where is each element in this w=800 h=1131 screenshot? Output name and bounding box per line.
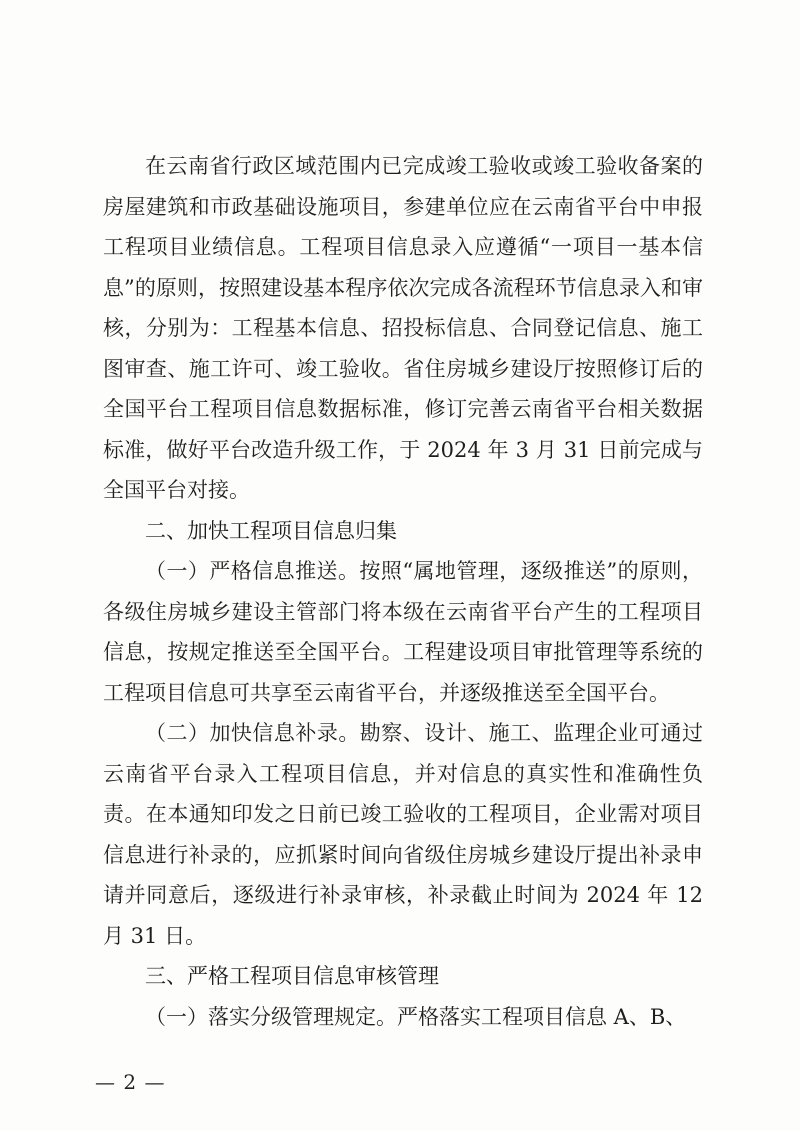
section-heading-3: 三、严格工程项目信息审核管理 — [145, 964, 439, 988]
section-heading-2: 二、加快工程项目信息归集 — [145, 518, 397, 543]
paragraph-3-1: （一）落实分级管理规定。严格落实工程项目信息 A、B、 — [145, 1004, 687, 1029]
document-body — [103, 146, 703, 1037]
paragraph-intro: 在云南省行政区域范围内已完成竣工验收或竣工验收备案的房屋建筑和市政基础设施项目，参建单位应在云南省平台中申报工程项目业绩信息。工程项目信息录入应遵循“一项目一基本信息”的原则，按照建设基本程序依次完成各流程环节信息录入和审核，分别为：工程基本信息、招投标信息、合同登记信息、施工图审查、施工许可、竣工验收。省住房城乡建设厅按照修订后的全国平台工程项目信息数据标准，修订完善云南省平台相关数据标准，做好平台改造升级工作，于 2024 年 3 月 31 日前完成与全国平台对接。 — [103, 154, 703, 502]
page-number: — 2 — — [95, 1070, 166, 1094]
paragraph-2-2: （二）加快信息补录。勘察、设计、施工、监理企业可通过云南省平台录入工程项目信息，并对信息的真实性和准确性负责。在本通知印发之日前已竣工验收的工程项目，企业需对项目信息进行补录的，应抓紧时间向省级住房城乡建设厅提出补录申请并同意后，逐级进行补录审核，补录截止时间为 2024 年 12 月 31 日。 — [103, 721, 703, 948]
paragraph-2-1: （一）严格信息推送。按照“属地管理，逐级推送”的原则，各级住房城乡建设主管部门将本级在云南省平台产生的工程项目信息，按规定推送至全国平台。工程建设项目审批管理等系统的工程项目信息可共享至云南省平台，并逐级推送至全国平台。 — [103, 559, 703, 705]
